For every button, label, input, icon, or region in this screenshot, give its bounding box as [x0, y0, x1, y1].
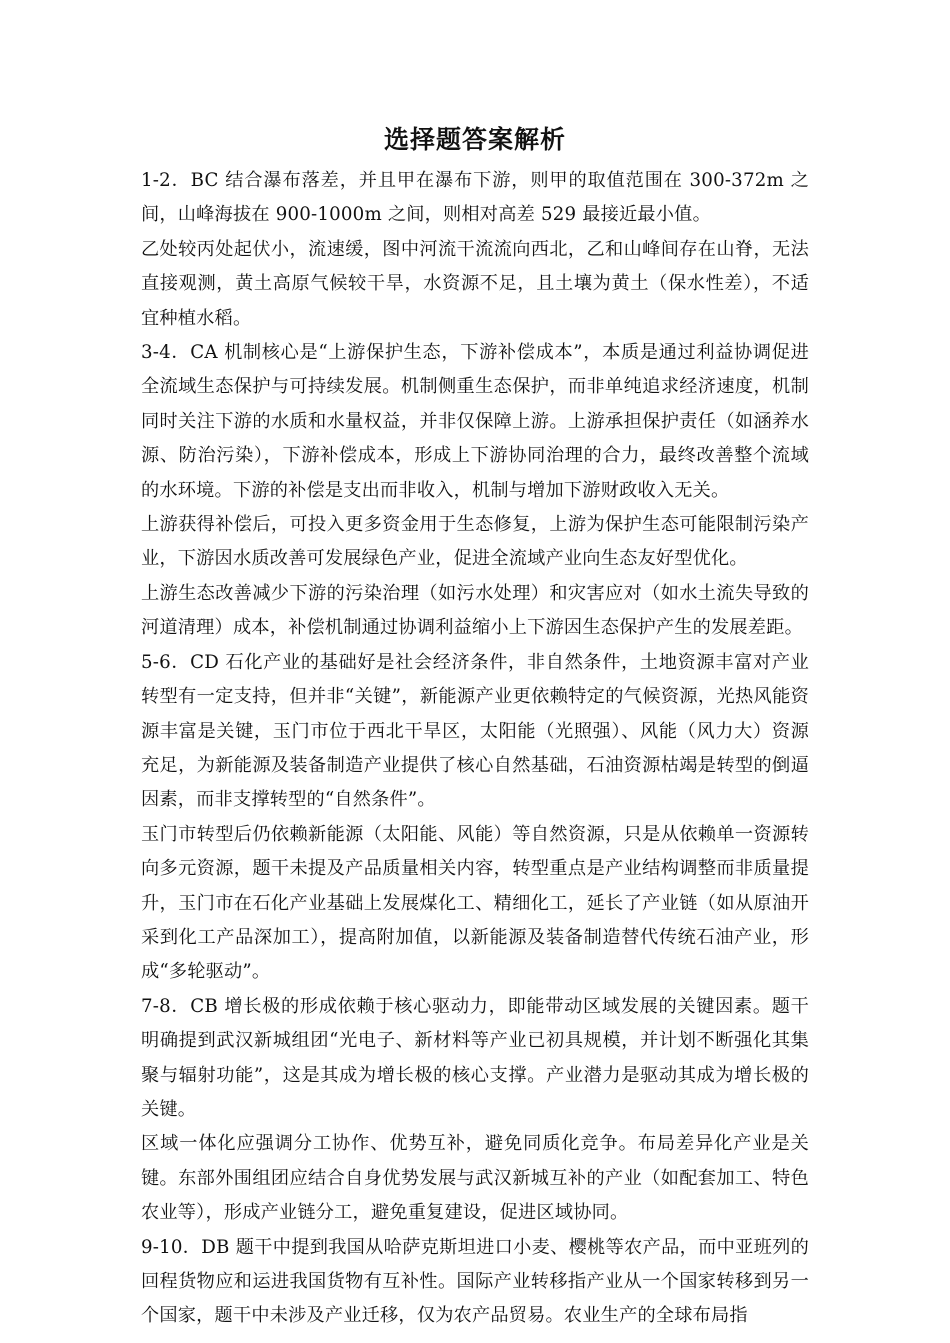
answer-paragraph-q5-6: 5-6．CD 石化产业的基础好是社会经济条件，非自然条件，土地资源丰富对产业转型有一定支持，但并非“关键”，新能源产业更依赖特定的气候资源，光热风能资源丰富是关键，玉门市位于西北干旱区，太阳能（光照强）、风能（风力大）资源充足，为新能源及装备制造产业提供了核心自然基础，石油资源枯竭是转型的倒逼因素，而非支撑转型的“自然条件”。 — [141, 651, 809, 811]
document-body — [141, 164, 809, 1334]
answer-paragraph-q1-2: 1-2．BC 结合瀑布落差，并且甲在瀑布下游，则甲的取值范围在 300-372m 之间，山峰海拔在 900-1000m 之间，则相对高差 529 最接近最小值。 — [141, 170, 809, 226]
answer-paragraph-q7-8: 7-8．CB 增长极的形成依赖于核心驱动力，即能带动区域发展的关键因素。题干明确提到武汉新城组团“光电子、新材料等产业已初具规模，并计划不断强化其集聚与辐射功能”，这是其成为增长极的核心支撑。产业潜力是驱动其成为增长极的关键。 — [141, 995, 809, 1120]
answer-paragraph-q3-4: 3-4．CA 机制核心是“上游保护生态，下游补偿成本”，本质是通过利益协调促进全流域生态保护与可持续发展。机制侧重生态保护，而非单纯追求经济速度，机制同时关注下游的水质和水量权益，并非仅保障上游。上游承担保护责任（如涵养水源、防治污染），下游补偿成本，形成上下游协同治理的合力，最终改善整个流域的水环境。下游的补偿是支出而非收入，机制与增加下游财政收入无关。 — [141, 342, 809, 501]
answer-paragraph-q9-10: 9-10．DB 题干中提到我国从哈萨克斯坦进口小麦、樱桃等农产品，而中亚班列的回程货物应和运进我国货物有互补性。国际产业转移指产业从一个国家转移到另一个国家，题干中未涉及产业迁移，仅为农产品贸易。农业生产的全球布局指 — [141, 1236, 809, 1327]
page-title: 选择题答案解析 — [383, 125, 566, 154]
answer-paragraph-q3-4-cont-a: 上游获得补偿后，可投入更多资金用于生态修复，上游为保护生态可能限制污染产业，下游因水质改善可发展绿色产业，促进全流域产业向生态友好型优化。 — [141, 514, 809, 570]
answer-paragraph-q7-8-cont: 区域一体化应强调分工协作、优势互补，避免同质化竞争。布局差异化产业是关键。东部外围组团应结合自身优势发展与武汉新城互补的产业（如配套加工、特色农业等），形成产业链分工，避免重复建设，促进区域协同。 — [141, 1133, 809, 1224]
answer-paragraph-q3-4-cont-b: 上游生态改善减少下游的污染治理（如污水处理）和灾害应对（如水土流失导致的河道清理）成本，补偿机制通过协调利益缩小上下游因生态保护产生的发展差距。 — [141, 582, 809, 639]
answer-paragraph-q1-2-cont: 乙处较丙处起伏小，流速缓，图中河流干流流向西北，乙和山峰间存在山脊，无法直接观测，黄土高原气候较干旱，水资源不足，且土壤为黄土（保水性差），不适宜种植水稻。 — [141, 238, 809, 329]
answer-paragraph-q5-6-cont: 玉门市转型后仍依赖新能源（太阳能、风能）等自然资源，只是从依赖单一资源转向多元资源，题干未提及产品质量相关内容，转型重点是产业结构调整而非质量提升，玉门市在石化产业基础上发展煤化工、精细化工，延长了产业链（如从原油开采到化工产品深加工），提高附加值，以新能源及装备制造替代传统石油产业，形成“多轮驱动”。 — [141, 823, 809, 983]
